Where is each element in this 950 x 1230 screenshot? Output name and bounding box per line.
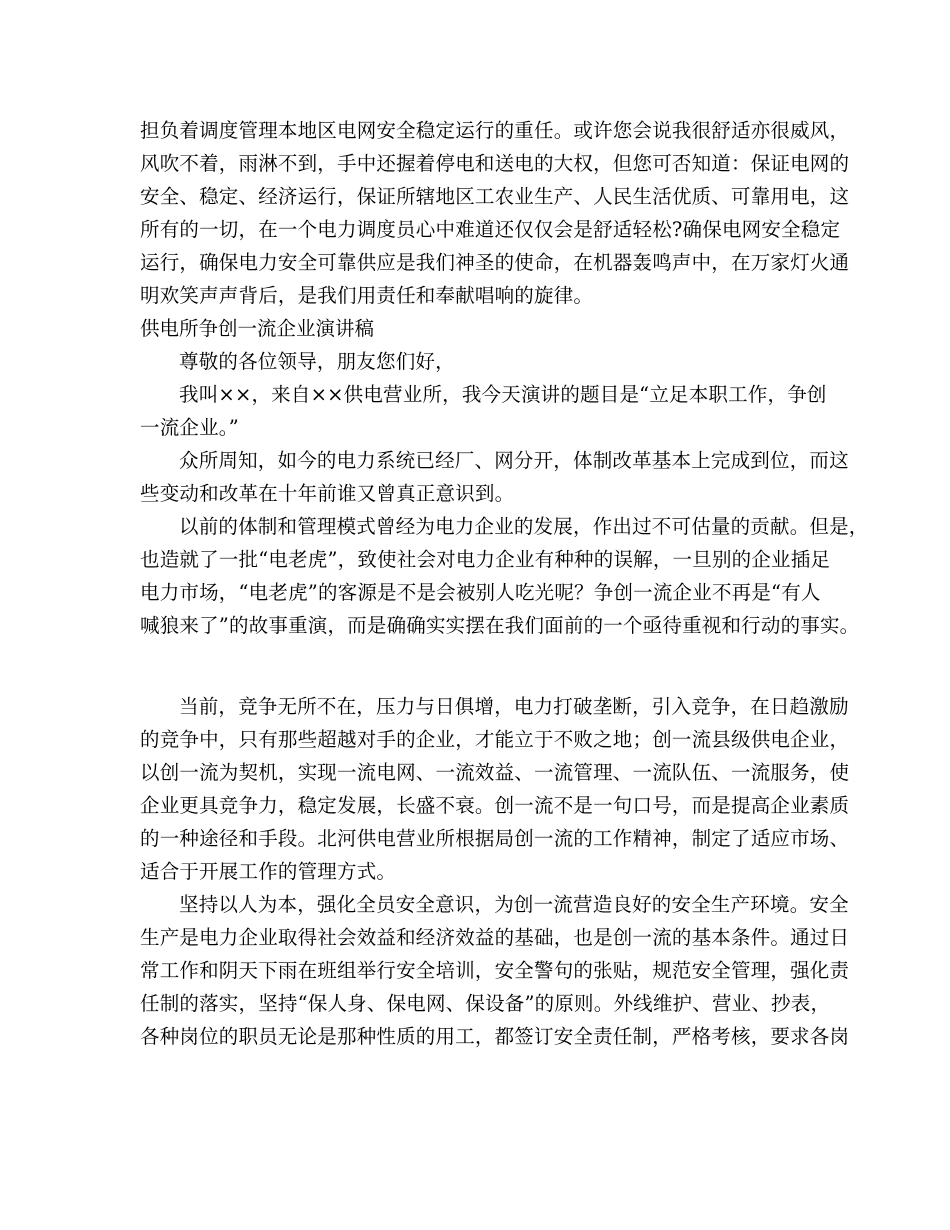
paragraph-line: 也造就了一批“电老虎”，致使社会对电力企业有种种的误解，一旦别的企业插足	[140, 548, 831, 571]
paragraph-line: 当前，竞争无所不在，压力与日俱增，电力打破垄断，引入竞争，在日趋激励	[179, 695, 849, 718]
paragraph-line: 担负着调度管理本地区电网安全稳定运行的重任。或许您会说我很舒适亦很威风，	[140, 119, 850, 142]
paragraph-line: 生产是电力企业取得社会效益和经济效益的基础，也是创一流的基本条件。通过日	[140, 926, 850, 949]
paragraph-line: 以前的体制和管理模式曾经为电力企业的发展，作出过不可估量的贡献。但是，	[179, 515, 869, 538]
paragraph-line: 各种岗位的职员无论是那种性质的用工，都签订安全责任制，严格考核，要求各岗	[140, 1025, 850, 1048]
paragraph-line: 企业更具竞争力，稳定发展，长盛不衰。创一流不是一句口号，而是提高企业素质	[140, 794, 850, 817]
paragraph-line: 一流企业。”	[140, 416, 239, 439]
paragraph-line: 坚持以人为本，强化全员安全意识，为创一流营造良好的安全生产环境。安全	[179, 893, 849, 916]
paragraph-line: 电力市场，“电老虎”的客源是不是会被别人吃光呢？争创一流企业不再是“有人	[140, 581, 821, 604]
paragraph-gap	[140, 642, 830, 690]
paragraph-line: 众所周知，如今的电力系统已经厂、网分开，体制改革基本上完成到位，而这	[179, 449, 849, 472]
paragraph-line: 喊狼来了”的故事重演，而是确确实实摆在我们面前的一个亟待重视和行动的事实。	[140, 614, 860, 637]
paragraph-line: 任制的落实，坚持“保人身、保电网、保设备”的原则。外线维护、营业、抄表，	[140, 992, 831, 1015]
paragraph-line: 所有的一切，在一个电力调度员心中难道还仅仅会是舒适轻松?确保电网安全稳定	[140, 218, 841, 241]
paragraph-line: 明欢笑声声背后，是我们用责任和奉献唱响的旋律。	[140, 284, 594, 307]
speech-title: 供电所争创一流企业演讲稿	[140, 317, 375, 340]
paragraph-line: 常工作和阴天下雨在班组举行安全培训，安全警句的张贴，规范安全管理，强化责	[140, 959, 850, 982]
paragraph-line: 我叫××，来自××供电营业所，我今天演讲的题目是“立足本职工作，争创	[179, 383, 827, 406]
paragraph-line: 适合于开展工作的管理方式。	[140, 860, 397, 883]
greeting-line: 尊敬的各位领导，朋友您们好，	[179, 350, 455, 373]
paragraph-line: 些变动和改革在十年前谁又曾真正意识到。	[140, 482, 515, 505]
paragraph-line: 安全、稳定、经济运行，保证所辖地区工农业生产、人民生活优质、可靠用电，这	[140, 185, 850, 208]
paragraph-line: 运行，确保电力安全可靠供应是我们神圣的使命，在机器轰鸣声中，在万家灯火通	[140, 251, 850, 274]
paragraph-line: 的一种途径和手段。北河供电营业所根据局创一流的工作精神，制定了适应市场、	[140, 827, 850, 850]
document-page	[140, 114, 869, 1053]
paragraph-line: 以创一流为契机，实现一流电网、一流效益、一流管理、一流队伍、一流服务，使	[140, 761, 850, 784]
paragraph-line: 风吹不着，雨淋不到，手中还握着停电和送电的大权，但您可否知道：保证电网的	[140, 152, 850, 175]
paragraph-line: 的竞争中，只有那些超越对手的企业，才能立于不败之地；创一流县级供电企业，	[140, 728, 850, 751]
